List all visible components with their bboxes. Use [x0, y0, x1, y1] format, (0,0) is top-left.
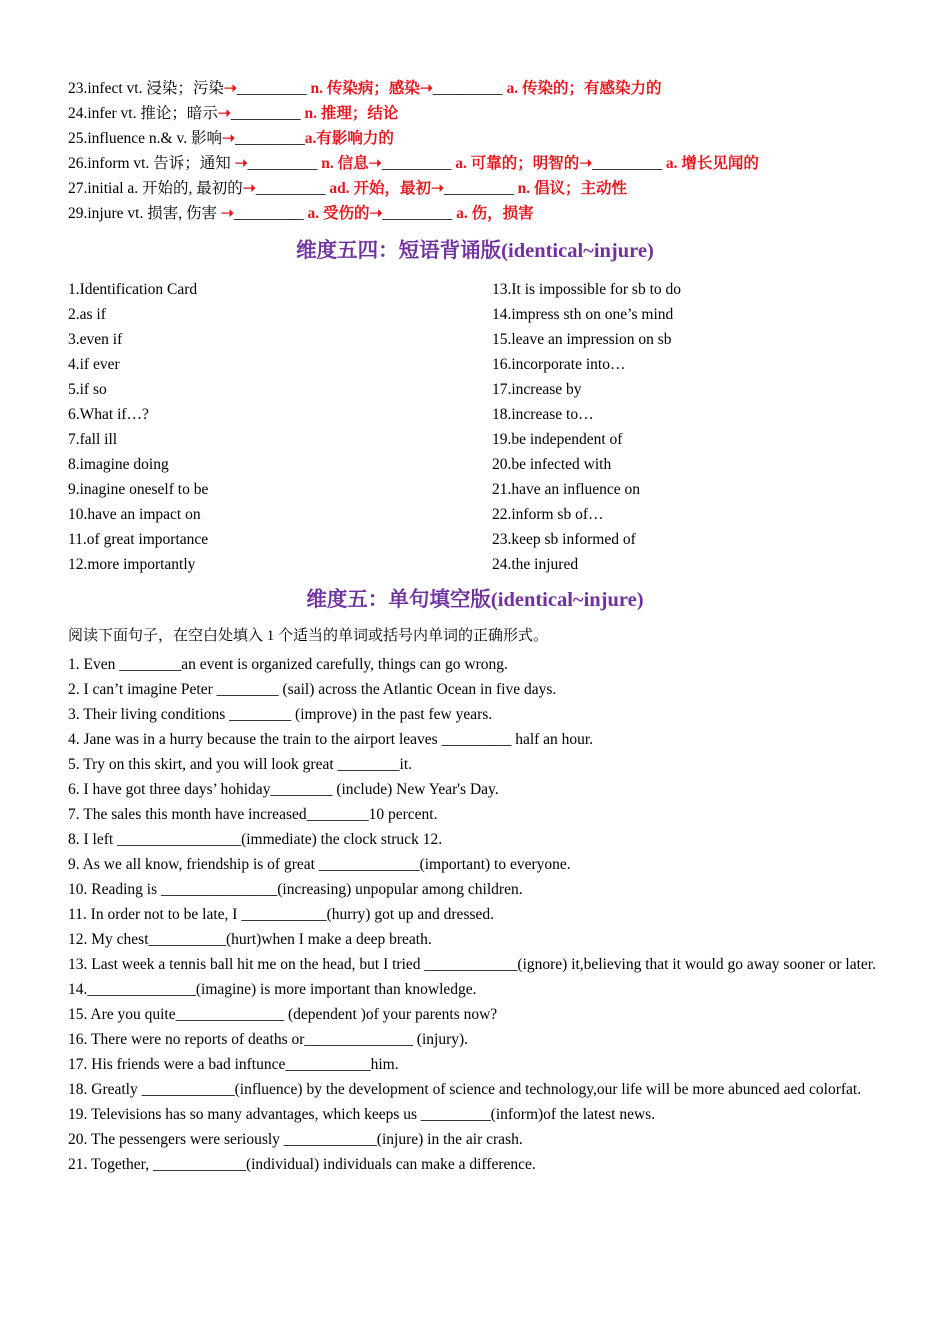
sentence-item: 1. Even ________an event is organized carefully, things can go wrong.	[68, 656, 508, 673]
arrow-icon: ➝	[221, 130, 235, 147]
document-page	[68, 76, 882, 1177]
sentence-item: 16. There were no reports of deaths or______________ (injury).	[68, 1031, 469, 1048]
phrase-item: 18.increase to…	[492, 406, 594, 423]
answer-text: a. 受伤的	[303, 205, 370, 222]
blank: _________	[236, 80, 307, 97]
phrase-item: 7.fall ill	[68, 431, 118, 448]
phrase-item: 21.have an influence on	[492, 481, 641, 498]
vocab-head: 26.inform vt. 告诉；通知	[68, 155, 235, 172]
sentence-item: 15. Are you quite______________ (dependent )of your parents now?	[68, 1006, 498, 1023]
vocab-line-infer	[68, 101, 882, 126]
instruction-text: 阅读下面句子，在空白处填入 1 个适当的单词或括号内单词的正确形式。	[68, 628, 549, 644]
phrase-item: 23.keep sb informed of	[492, 531, 636, 548]
vocab-head: 29.injure vt. 损害, 伤害	[68, 205, 221, 222]
blank: _________	[230, 105, 301, 122]
arrow-icon: ➝	[242, 180, 256, 197]
arrow-icon: ➝	[419, 80, 433, 97]
phrase-item: 4.if ever	[68, 356, 120, 373]
section4-title: 维度五四：短语背诵版(identical~injure)	[296, 240, 654, 262]
answer-text: a.有影响力的	[304, 130, 394, 147]
phrase-item: 2.as if	[68, 306, 106, 323]
phrase-item: 8.imagine doing	[68, 456, 169, 473]
phrase-item: 1.Identification Card	[68, 281, 198, 298]
blank: _________	[381, 155, 452, 172]
answer-text: n. 倡议；主动性	[513, 180, 628, 197]
blank: _________	[247, 155, 318, 172]
sentence-item: 4. Jane was in a hurry because the train to the airport leaves _________ half an hour.	[68, 731, 594, 748]
blank: _________	[432, 80, 503, 97]
sentence-list	[68, 652, 882, 1177]
arrow-icon: ➝	[217, 105, 231, 122]
vocab-head: 25.influence n.& v. 影响	[68, 130, 222, 147]
phrase-item: 20.be infected with	[492, 456, 612, 473]
sentence-item: 3. Their living conditions ________ (improve) in the past few years.	[68, 706, 493, 723]
vocab-line-influence	[68, 126, 882, 151]
blank: _________	[234, 130, 305, 147]
blank: _________	[382, 205, 453, 222]
phrase-item: 6.What if…?	[68, 406, 149, 423]
arrow-icon: ➝	[223, 80, 237, 97]
phrase-item: 24.the injured	[492, 556, 579, 573]
sentence-item: 2. I can’t imagine Peter ________ (sail) across the Atlantic Ocean in five days.	[68, 681, 557, 698]
arrow-icon: ➝	[369, 205, 383, 222]
vocab-head: 24.infer vt. 推论；暗示	[68, 105, 218, 122]
phrase-item: 19.be independent of	[492, 431, 623, 448]
vocab-head: 23.infect vt. 浸染；污染	[68, 80, 224, 97]
phrase-list	[68, 277, 882, 577]
sentence-item: 7. The sales this month have increased________10 percent.	[68, 806, 438, 823]
vocab-line-infect	[68, 76, 882, 101]
phrase-item: 12.more importantly	[68, 556, 196, 573]
phrase-item: 10.have an impact on	[68, 506, 201, 523]
vocab-line-injure	[68, 201, 882, 226]
arrow-icon: ➝	[368, 155, 382, 172]
phrase-item: 14.impress sth on one’s mind	[492, 306, 674, 323]
blank: _________	[444, 180, 514, 197]
answer-text: a. 增长见闻的	[662, 155, 759, 172]
sentence-item: 21. Together, ____________(individual) individuals can make a difference.	[68, 1156, 536, 1173]
blank: _________	[233, 205, 304, 222]
vocab-list	[68, 76, 882, 226]
blank: _________	[592, 155, 663, 172]
sentence-item: 17. His friends were a bad inftunce___________him.	[68, 1056, 399, 1073]
sentence-item: 6. I have got three days’ hohiday________ (include) New Year's Day.	[68, 781, 499, 798]
arrow-icon: ➝	[220, 205, 234, 222]
sentence-item: 18. Greatly ____________(influence) by the development of science and technology,our life will be more abunced aed colorfat.	[68, 1081, 862, 1098]
phrase-column-right	[492, 277, 882, 577]
sentence-item: 12. My chest__________(hurt)when I make a deep breath.	[68, 931, 432, 948]
sentence-item: 14.______________(imagine) is more important than knowledge.	[68, 981, 477, 998]
sentence-item: 20. The pessengers were seriously ____________(injure) in the air crash.	[68, 1131, 523, 1148]
phrase-item: 17.increase by	[492, 381, 582, 398]
arrow-icon: ➝	[579, 155, 593, 172]
phrase-item: 11.of great importance	[68, 531, 209, 548]
phrase-item: 22.inform sb of…	[492, 506, 604, 523]
phrase-item: 9.inagine oneself to be	[68, 481, 209, 498]
answer-text: a. 伤，损害	[452, 205, 534, 222]
answer-text: a. 传染的；有感染力的	[502, 80, 662, 97]
vocab-line-initial	[68, 176, 882, 201]
answer-text: ad. 开始，最初	[325, 180, 432, 197]
phrase-item: 3.even if	[68, 331, 123, 348]
vocab-head: 27.initial a. 开始的, 最初的	[68, 180, 243, 197]
phrase-item: 5.if so	[68, 381, 107, 398]
sentence-item: 19. Televisions has so many advantages, which keeps us _________(inform)of the latest news.	[68, 1106, 656, 1123]
answer-text: n. 推理；结论	[300, 105, 399, 122]
sentence-item: 5. Try on this skirt, and you will look great ________it.	[68, 756, 413, 773]
phrase-item: 15.leave an impression on sb	[492, 331, 672, 348]
blank: _________	[255, 180, 326, 197]
answer-text: n. 传染病；感染	[306, 80, 420, 97]
vocab-line-inform	[68, 151, 882, 176]
answer-text: n. 信息	[317, 155, 369, 172]
phrase-column-left	[68, 277, 492, 577]
sentence-item: 10. Reading is _______________(increasing) unpopular among children.	[68, 881, 523, 898]
sentence-item: 9. As we all know, friendship is of great _____________(important) to everyone.	[68, 856, 571, 873]
sentence-item: 8. I left ________________(immediate) the clock struck 12.	[68, 831, 443, 848]
phrase-item: 16.incorporate into…	[492, 356, 626, 373]
answer-text: a. 可靠的；明智的	[451, 155, 580, 172]
sentence-item: 13. Last week a tennis ball hit me on the head, but I tried ____________(ignore) it,believing that it would go away sooner or later.	[68, 956, 876, 973]
arrow-icon: ➝	[431, 180, 445, 197]
sentence-item: 11. In order not to be late, I ___________(hurry) got up and dressed.	[68, 906, 495, 923]
phrase-item: 13.It is impossible for sb to do	[492, 281, 682, 298]
arrow-icon: ➝	[234, 155, 248, 172]
section5-title: 维度五：单句填空版(identical~injure)	[306, 589, 644, 611]
